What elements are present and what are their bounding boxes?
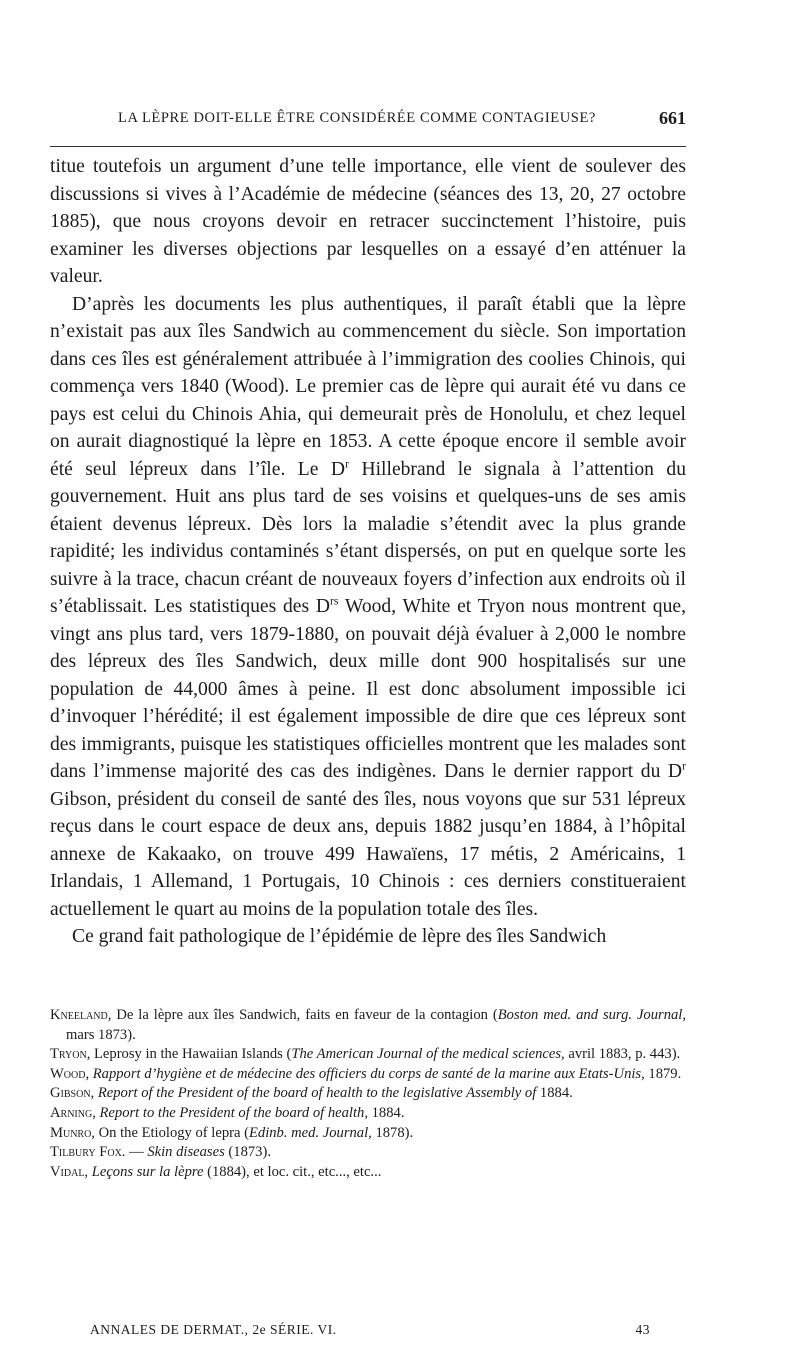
reference-text: Leprosy in the Hawaiian Islands ( xyxy=(90,1046,292,1063)
sheet-signature: 43 xyxy=(635,1322,650,1337)
running-title: LA LÈPRE DOIT-ELLE ÊTRE CONSIDÉRÉE COMME CONTAGIEUSE? xyxy=(118,110,596,126)
reference-rest: 1884. xyxy=(536,1085,573,1102)
paragraph-2-part-c: Wood, White et Tryon nous montrent que, vingt ans plus tard, vers 1879-1880, on pouvait déjà évaluer à 2,000 le nombre des lépreux des îles Sandwich, deux mille dont 900 hospitalisés sur une population de 44,000 âmes à peine. Il est donc absolument impossible ici d’invoquer l’hérédité; il est également impossible de dire que ces lépreux sont des immigrants, puisque les statistiques officielles montrent que les malades sont dans l’immense majorité des cas des indigènes. Dans le dernier rapport du D xyxy=(50,596,686,782)
page-footer xyxy=(90,1322,650,1342)
reference-rest: 1879. xyxy=(644,1065,682,1082)
reference-rest: avril 1883, p. 443). xyxy=(564,1046,681,1063)
bibliography xyxy=(50,1006,686,1182)
paragraph-3: Ce grand fait pathologique de l’épidémie de lèpre des îles Sandwich xyxy=(72,926,607,947)
reference-text: De la lèpre aux îles Sandwich, faits en faveur de la contagion ( xyxy=(111,1007,498,1023)
reference-item xyxy=(50,1124,686,1144)
reference-rest: 1878). xyxy=(371,1124,414,1141)
reference-title: Report of the President of the board of health to the legislative Assembly of xyxy=(97,1085,537,1102)
reference-text: — xyxy=(125,1144,148,1161)
header-rule xyxy=(50,146,686,147)
reference-author: Tilbury Fox. xyxy=(50,1144,126,1161)
reference-text: On the Etiology of lepra ( xyxy=(94,1124,249,1141)
reference-title: Edinb. med. Journal, xyxy=(248,1124,372,1141)
reference-rest: mars 1873). xyxy=(66,1026,136,1043)
body-text xyxy=(50,153,686,951)
reference-item xyxy=(50,1045,686,1065)
reference-author: Kneeland, xyxy=(50,1007,112,1023)
page-header xyxy=(118,108,686,134)
page-number: 661 xyxy=(659,108,686,128)
superscript-dr-2: r xyxy=(682,759,686,773)
reference-item xyxy=(50,1104,686,1124)
reference-item xyxy=(50,1163,686,1183)
superscript-dr: r xyxy=(345,456,349,470)
reference-author: Vidal, xyxy=(50,1163,89,1180)
paragraph-1: titue toutefois un argument d’une telle importance, elle vient de soulever des discussions si vives à l’Académie de médecine (séances des 13, 20, 27 octobre 1885), que nous croyons devoir en retracer succinctement l’histoire, puis examiner les diverses objections par lesquelles on a essayé d’en atténuer la valeur. xyxy=(50,156,686,287)
reference-title: The American Journal of the medical sciences, xyxy=(291,1046,565,1063)
reference-title: Rapport d’hygiène et de médecine des officiers du corps de santé de la marine aux Etats-Unis, xyxy=(92,1065,645,1082)
reference-rest: 1884. xyxy=(367,1104,405,1121)
reference-author: Wood, xyxy=(50,1065,90,1082)
paragraph-2-part-a: D’après les documents les plus authentiques, il paraît établi que la lèpre n’existait pas aux îles Sandwich au commencement du siècle. Son importation dans ces îles est généralement attribuée à l’immigration des coolies Chinois, qui commença vers 1840 (Wood). Le premier cas de lèpre qui aurait été vu dans ce pays est celui du Chinois Ahia, qui demeurait près de Honolulu, et chez lequel on aurait diagnostiqué la lèpre en 1853. A cette époque encore il semble avoir été seul lépreux dans l’île. Le D xyxy=(50,293,686,480)
reference-rest: (1884), et loc. cit., etc..., etc... xyxy=(203,1163,382,1180)
paragraph-2-part-b: Hillebrand le signala à l’attention du gouvernement. Huit ans plus tard de ses voisins et quelques-uns de ses amis étaient devenus lépreux. Dès lors la maladie s’étendit avec la plus grande rapidité; les individus contaminés s’étant dispersés, on put en quelque sorte les suivre à la trace, chacun créant de nouveaux foyers d’infection aux endroits où il s’établissait. Les statistiques des D xyxy=(50,458,686,617)
reference-item xyxy=(50,1143,686,1163)
reference-item xyxy=(50,1065,686,1085)
reference-title: Leçons sur la lèpre xyxy=(91,1163,204,1180)
reference-title: Report to the President of the board of health, xyxy=(99,1104,368,1121)
reference-author: Arning, xyxy=(50,1104,96,1121)
reference-item xyxy=(50,1084,686,1104)
reference-author: Gibson, xyxy=(50,1085,95,1102)
reference-rest: (1873). xyxy=(224,1144,271,1161)
journal-signature: ANNALES DE DERMAT., 2e SÉRIE. VI. xyxy=(90,1322,337,1337)
reference-author: Munro, xyxy=(50,1124,95,1141)
reference-title: Skin diseases xyxy=(147,1144,225,1161)
paragraph-2 xyxy=(50,291,686,924)
superscript-drs: rs xyxy=(330,594,339,608)
reference-item xyxy=(50,1006,686,1045)
reference-title: Boston med. and surg. Journal, xyxy=(497,1007,686,1023)
paragraph-2-part-d: Gibson, président du conseil de santé des îles, nous voyons que sur 531 lépreux reçus dans le court espace de deux ans, depuis 1882 jusqu’en 1884, à l’hôpital annexe de Kakaako, on trouve 499 Hawaïens, 17 métis, 2 Américains, 1 Irlandais, 1 Allemand, 1 Portugais, 10 Chinois : ces derniers constitueraient actuellement le quart au moins de la population totale des îles. xyxy=(50,788,686,920)
reference-author: Tryon, xyxy=(50,1046,91,1063)
